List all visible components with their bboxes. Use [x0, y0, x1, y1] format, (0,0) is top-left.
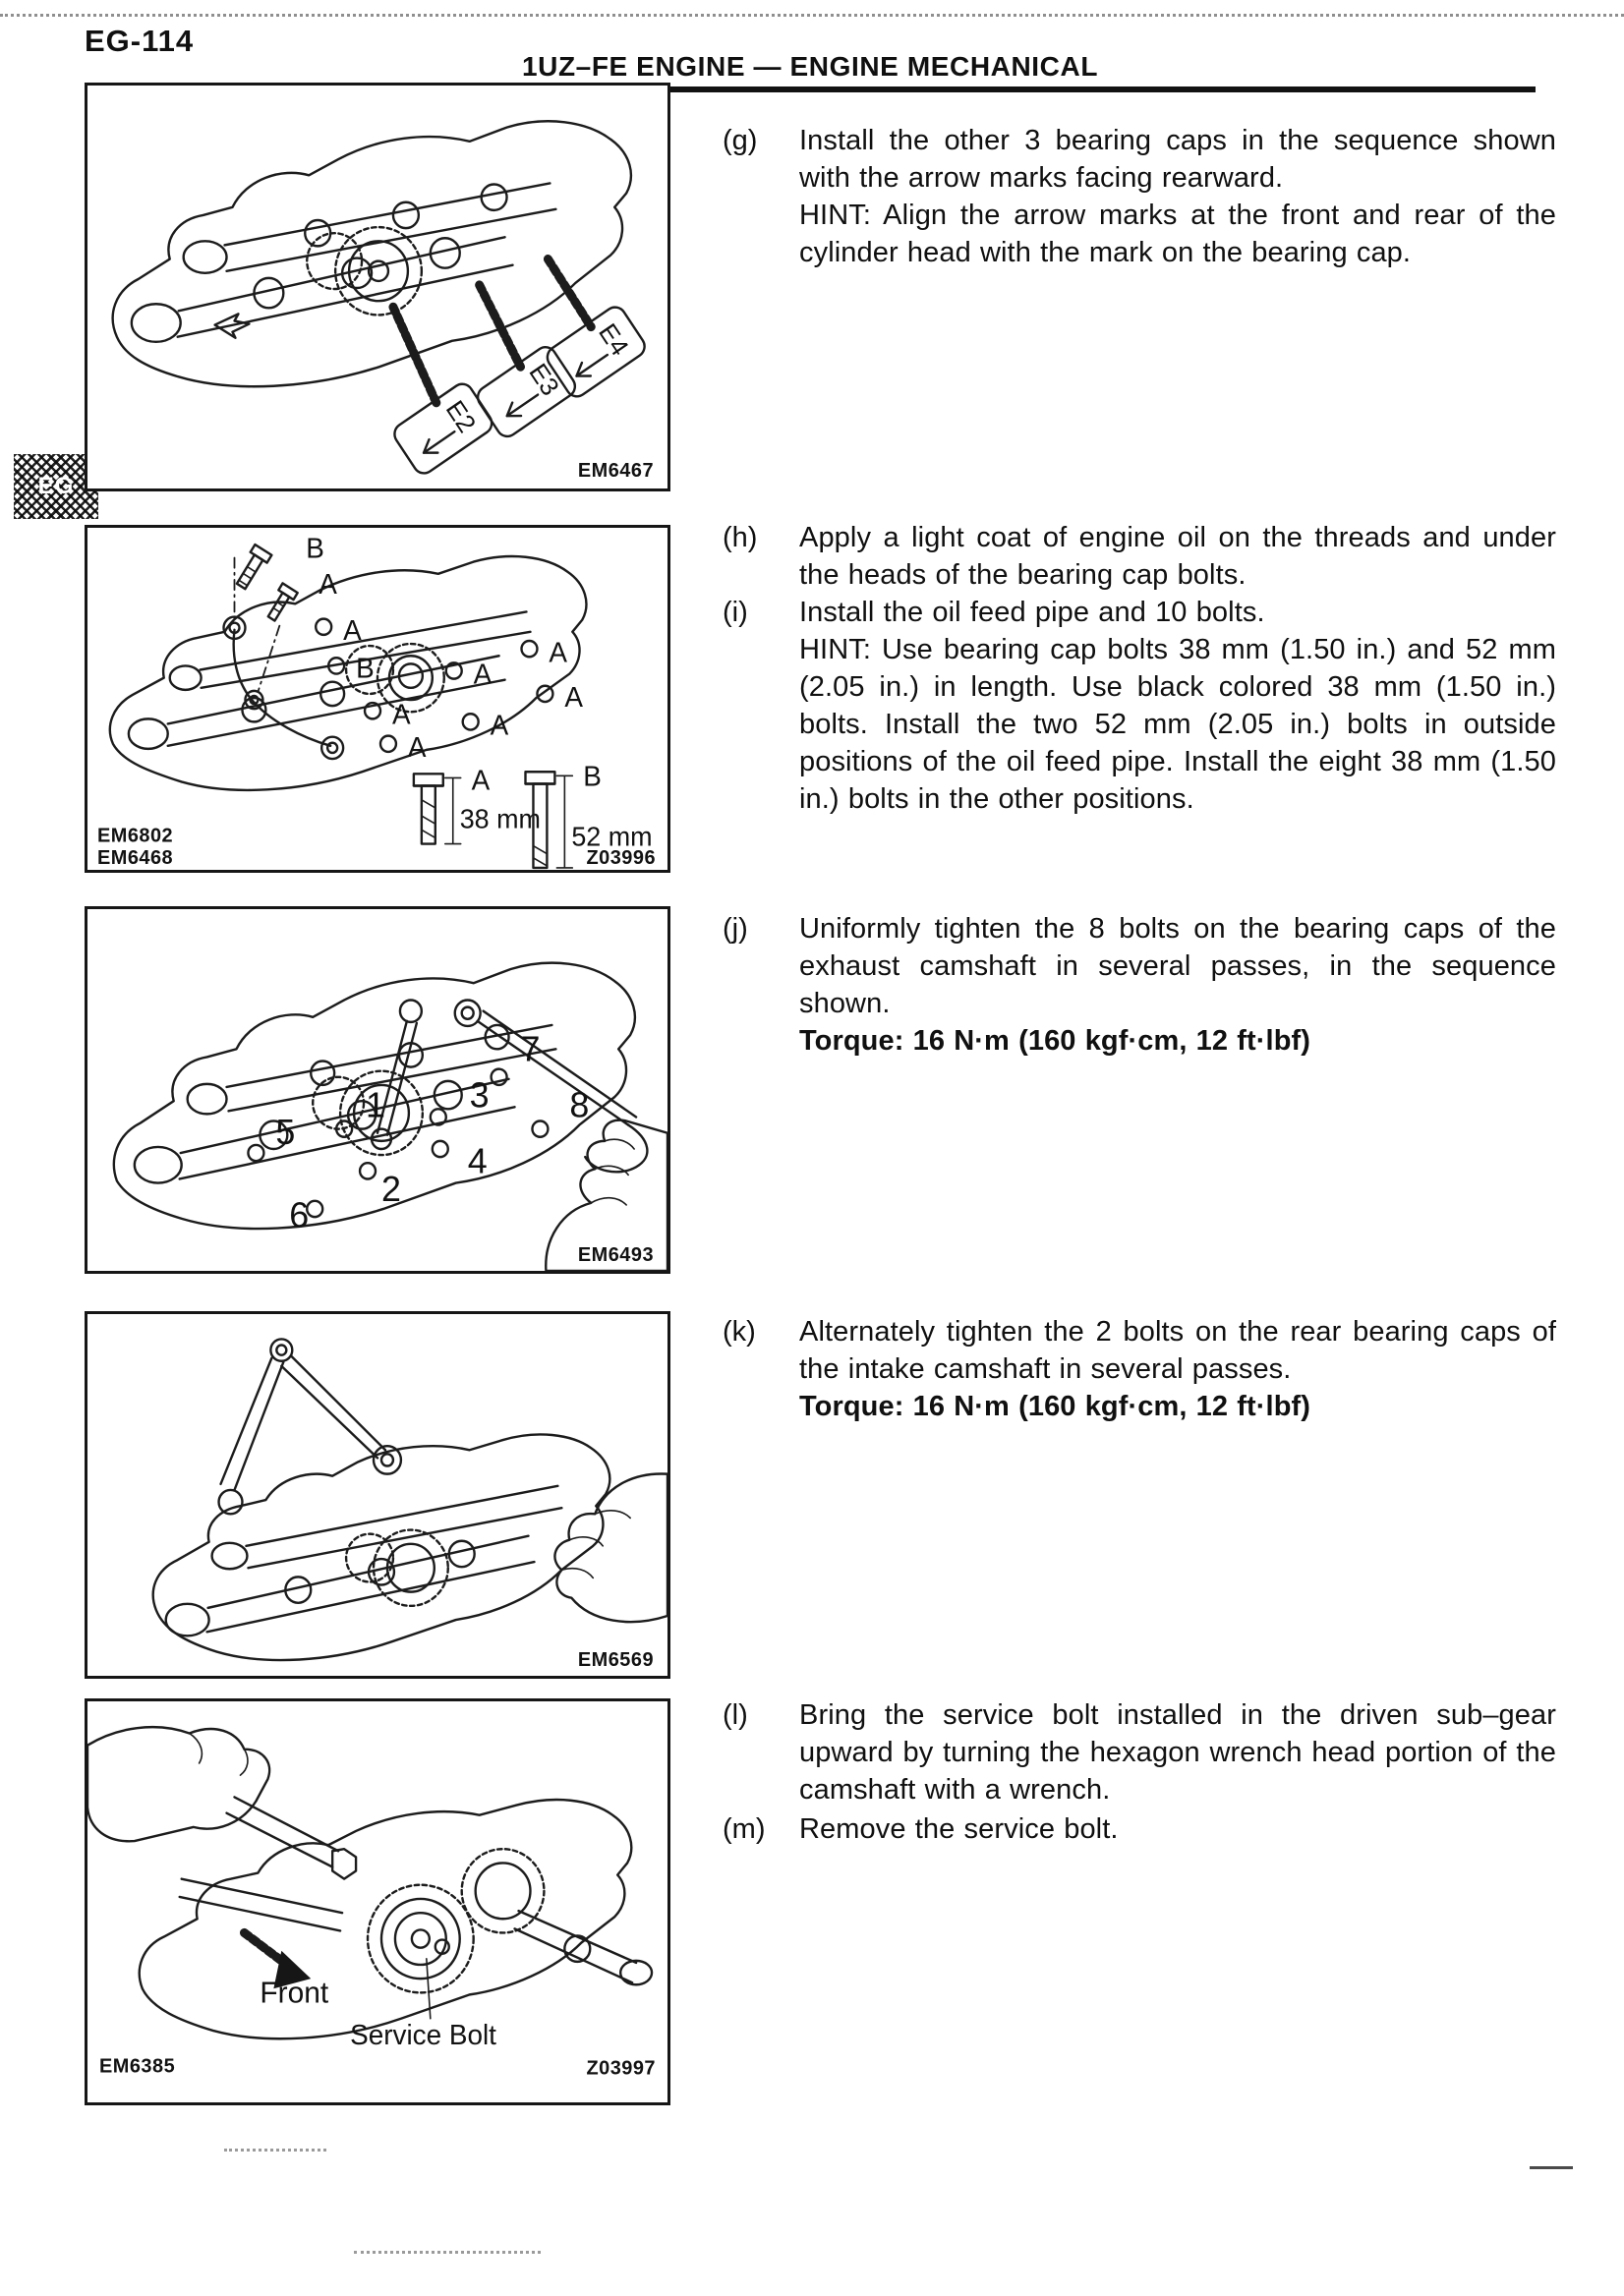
step-m — [723, 1810, 1556, 1848]
oil-feed-pipe-drawing — [224, 617, 344, 759]
sequence-number: 1 — [366, 1084, 385, 1125]
bolt-label: B — [356, 652, 375, 684]
cap-tag-label: E3 — [523, 358, 565, 401]
bolt-b-length: 52 mm — [571, 821, 653, 852]
step-m-text: Remove the service bolt. — [799, 1813, 1119, 1845]
bolt-label: A — [407, 730, 427, 764]
bearing-cap-tag-e2 — [390, 379, 495, 477]
torque-wrench-drawing — [219, 1339, 401, 1514]
sequence-number: 3 — [469, 1073, 490, 1116]
step-j-label: (j) — [723, 913, 748, 945]
step-m-label: (m) — [723, 1813, 766, 1845]
figure-code: EM6385 — [98, 2055, 176, 2078]
step-j-torque: Torque: 16 N·m (160 kgf·cm, 12 ft·lbf) — [799, 1025, 1311, 1057]
bolt-label: A — [319, 567, 337, 601]
bolt-label: A — [343, 613, 362, 647]
loose-bolt-b-drawing — [233, 545, 272, 592]
figure-service-bolt — [85, 1698, 670, 2105]
step-h-text: Apply a light coat of engine oil on the threads and under the heads of the bearing cap bolts. — [799, 522, 1556, 591]
step-k-label: (k) — [723, 1316, 756, 1348]
step-i-label: (i) — [723, 597, 748, 628]
sequence-numbers — [275, 1028, 589, 1234]
sequence-number: 7 — [520, 1028, 541, 1069]
step-l-text: Bring the service bolt installed in the driven sub–gear upward by turning the hexagon wrench head portion of the camshaft with a wrench. — [799, 1699, 1556, 1806]
step-i-hint: HINT: Use bearing cap bolts 38 mm (1.50 in.) and 52 mm (2.05 in.) in length. Use black colored 38 mm (1.50 in.) bolts. Install the two 52 mm (2.05 in.) bolts in outside positions of the oil feed pipe. Install the eight 38 mm (1.50 in.) bolts in the other positions. — [799, 634, 1556, 815]
step-j — [723, 910, 1556, 1060]
step-i-text: Install the oil feed pipe and 10 bolts. — [799, 597, 1265, 628]
sequence-number: 8 — [569, 1084, 590, 1125]
bolt-label: A — [549, 636, 568, 668]
sequence-number: 6 — [289, 1193, 310, 1235]
step-i — [723, 594, 1556, 818]
step-j-text: Uniformly tighten the 8 bolts on the bearing caps of the exhaust camshaft in several passes, in the sequence shown. — [799, 913, 1556, 1019]
figure-code: Z03996 — [586, 846, 657, 869]
step-l-label: (l) — [723, 1699, 748, 1731]
step-g-label: (g) — [723, 125, 758, 156]
figure-oil-feed-pipe — [85, 525, 670, 873]
step-k-text: Alternately tighten the 2 bolts on the rear bearing caps of the intake camshaft in several passes. — [799, 1316, 1556, 1385]
camshaft-and-gears-drawing — [180, 1849, 652, 1992]
sequence-number: 2 — [380, 1168, 401, 1209]
bolt-label: A — [564, 680, 583, 714]
figure-service-bolt-illustration — [87, 1701, 667, 2102]
step-g — [723, 122, 1556, 271]
figure-code: EM6468 — [96, 846, 174, 869]
sequence-number: 5 — [275, 1111, 296, 1152]
front-label: Front — [260, 1977, 329, 2010]
cap-tag-label: E4 — [593, 317, 635, 362]
bolt-label: A — [473, 658, 493, 690]
bolt-a-length: 38 mm — [459, 803, 541, 834]
cap-tag-label: E2 — [439, 394, 483, 438]
step-k-torque: Torque: 16 N·m (160 kgf·cm, 12 ft·lbf) — [799, 1391, 1311, 1422]
bolt-b-label: B — [583, 760, 602, 792]
service-bolt-label: Service Bolt — [350, 2019, 496, 2051]
figure-intake-cam-torque — [85, 1311, 670, 1679]
step-g-hint: HINT: Align the arrow marks at the front and rear of the cylinder head with the mark on the bearing cap. — [799, 200, 1556, 268]
cylinder-head-drawing — [110, 556, 587, 790]
figure-bearing-cap-sequence — [85, 83, 670, 491]
figure-exhaust-cam-tightening-sequence — [85, 906, 670, 1274]
step-k — [723, 1313, 1556, 1425]
bolt-a-label: A — [471, 764, 491, 796]
page-number: EG-114 — [85, 24, 195, 58]
figure-intake-cam-torque-illustration — [87, 1314, 667, 1676]
bolt-label: A — [490, 709, 509, 741]
bearing-cap-tag-e3 — [474, 343, 579, 440]
hex-wrench-head — [332, 1849, 356, 1878]
figure-code: EM6569 — [577, 1648, 655, 1671]
scan-artifact-dots — [224, 2149, 326, 2152]
cylinder-head-drawing — [153, 1434, 610, 1660]
scan-artifact-dash — [1530, 2166, 1573, 2169]
hand-drawing — [554, 1473, 667, 1622]
page-title: 1UZ–FE ENGINE — ENGINE MECHANICAL — [521, 51, 1099, 82]
bolt-label: A — [391, 698, 411, 730]
section-tab-label: EG — [37, 473, 75, 499]
figure-exhaust-cam-sequence-illustration — [87, 909, 667, 1271]
bolt-label: B — [306, 532, 324, 564]
figure-code: EM6493 — [577, 1243, 655, 1266]
figure-oil-feed-pipe-illustration — [87, 528, 667, 870]
scan-artifact-dots — [354, 2251, 541, 2254]
figure-code: EM6802 — [96, 825, 174, 847]
hand-drawing — [87, 1727, 356, 1879]
figure-code: Z03997 — [586, 2057, 657, 2080]
figure-bearing-cap-sequence-illustration — [87, 86, 667, 488]
step-l — [723, 1696, 1556, 1808]
scan-artifact-top-dots — [0, 14, 1624, 17]
step-h — [723, 519, 1556, 594]
step-h-label: (h) — [723, 522, 758, 553]
bolt-a-length-diagram — [414, 764, 541, 843]
figure-code: EM6467 — [577, 459, 655, 482]
sequence-number: 4 — [467, 1140, 488, 1181]
step-g-text: Install the other 3 bearing caps in the sequence shown with the arrow marks facing rearward. — [799, 125, 1556, 194]
